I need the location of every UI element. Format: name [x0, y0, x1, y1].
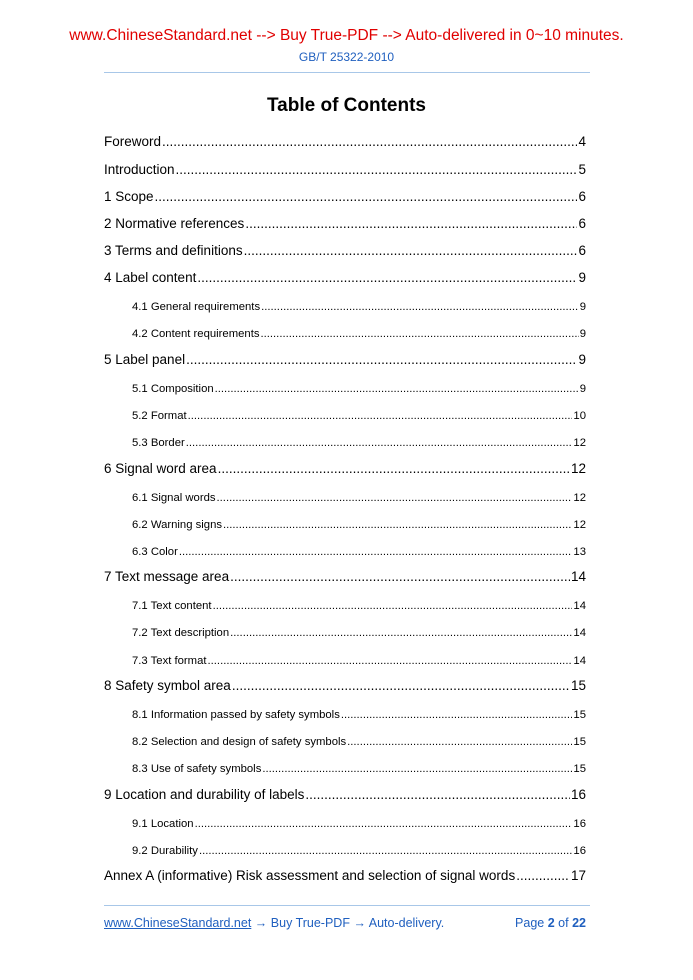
toc-entry-label: 5.2 Format: [132, 409, 187, 422]
page-title: Table of Contents: [266, 95, 427, 116]
toc-leader-dots: [244, 243, 578, 260]
toc-leader-dots: [230, 626, 572, 640]
toc-entry-label: 7.3 Text format: [132, 654, 207, 667]
toc-entry-label: 5 Label panel: [104, 351, 186, 367]
toc-entry-page: 6: [578, 215, 586, 231]
toc-entry-label: 7.2 Text description: [132, 627, 230, 640]
table-of-contents: [104, 124, 586, 885]
toc-leader-dots: [341, 708, 573, 722]
toc-entry-label: 3 Terms and definitions: [104, 243, 243, 259]
toc-leader-dots: [218, 461, 570, 478]
toc-leader-dots: [208, 654, 573, 668]
toc-entry-page: 12: [570, 460, 586, 476]
header-divider: [104, 72, 590, 73]
toc-entry-page: 10: [573, 409, 586, 422]
toc-entry-page: 14: [573, 627, 586, 640]
toc-entry-label: 8.3 Use of safety symbols: [132, 763, 262, 776]
page-total: 22: [572, 916, 586, 930]
toc-entry-label: 2 Normative references: [104, 215, 245, 231]
toc-entry-page: 12: [573, 491, 586, 504]
toc-entry-label: 9 Location and durability of labels: [104, 786, 305, 802]
toc-entry-label: 4 Label content: [104, 270, 197, 286]
toc-leader-dots: [155, 189, 578, 206]
toc-entry-page: 9: [578, 270, 586, 286]
toc-entry-page: 15: [573, 709, 586, 722]
toc-leader-dots: [179, 545, 573, 559]
toc-entry-page: 15: [573, 763, 586, 776]
toc-entry-page: 16: [573, 817, 586, 830]
toc-entry-page: 14: [573, 600, 586, 613]
toc-entry[interactable]: [104, 831, 586, 858]
toc-entry[interactable]: [104, 260, 586, 287]
toc-entry-label: 6.1 Signal words: [132, 491, 216, 504]
toc-leader-dots: [213, 599, 573, 613]
footer-buy-text: Buy True-PDF: [270, 916, 350, 930]
arrow-right-icon: →: [353, 916, 366, 930]
footer-links: [104, 916, 444, 930]
toc-entry[interactable]: [104, 641, 586, 668]
toc-entry-page: 12: [573, 437, 586, 450]
toc-entry-page: 6: [578, 188, 586, 204]
toc-entry-page: 9: [579, 328, 586, 341]
toc-entry[interactable]: [104, 477, 586, 504]
toc-leader-dots: [261, 300, 579, 314]
footer-divider: [104, 905, 590, 906]
toc-entry-page: 17: [570, 868, 586, 884]
toc-entry[interactable]: [104, 151, 586, 178]
toc-leader-dots: [347, 735, 572, 749]
page-footer: [104, 916, 586, 930]
toc-entry[interactable]: [104, 178, 586, 205]
toc-leader-dots: [262, 762, 572, 776]
toc-entry-label: 8.2 Selection and design of safety symbols: [132, 736, 347, 749]
toc-entry-page: 16: [573, 844, 586, 857]
toc-entry[interactable]: [104, 804, 586, 831]
toc-entry[interactable]: [104, 722, 586, 749]
toc-entry[interactable]: [104, 206, 586, 233]
toc-entry[interactable]: [104, 586, 586, 613]
toc-entry-label: 7.1 Text content: [132, 600, 212, 613]
toc-entry[interactable]: [104, 287, 586, 314]
toc-entry[interactable]: [104, 777, 586, 804]
toc-leader-dots: [516, 868, 570, 885]
toc-entry[interactable]: [104, 858, 586, 885]
toc-entry-label: 1 Scope: [104, 188, 154, 204]
toc-leader-dots: [176, 162, 578, 179]
toc-entry[interactable]: [104, 342, 586, 369]
arrow-right-icon: →: [254, 916, 268, 930]
toc-leader-dots: [260, 327, 578, 341]
toc-entry[interactable]: [104, 532, 586, 559]
toc-leader-dots: [186, 352, 577, 369]
toc-leader-dots: [199, 844, 572, 858]
toc-leader-dots: [197, 270, 577, 287]
toc-entry-page: 14: [570, 569, 586, 585]
toc-entry-label: 7 Text message area: [104, 569, 230, 585]
toc-entry[interactable]: [104, 369, 586, 396]
toc-entry-label: 8 Safety symbol area: [104, 678, 231, 694]
toc-entry[interactable]: [104, 396, 586, 423]
toc-leader-dots: [215, 382, 579, 396]
footer-delivery-text: Auto-delivery.: [368, 916, 445, 930]
toc-leader-dots: [305, 787, 570, 804]
toc-entry-label: 8.1 Information passed by safety symbols: [132, 709, 340, 722]
toc-entry-page: 15: [570, 678, 586, 694]
toc-entry-page: 15: [573, 736, 586, 749]
toc-entry-page: 16: [570, 786, 586, 802]
page-current: 2: [547, 916, 555, 930]
footer-site-link[interactable]: www.ChineseStandard.net: [104, 916, 252, 930]
toc-entry-label: Foreword: [104, 134, 162, 150]
toc-entry[interactable]: [104, 695, 586, 722]
toc-leader-dots: [195, 817, 573, 831]
toc-entry[interactable]: [104, 233, 586, 260]
toc-entry[interactable]: [104, 505, 586, 532]
toc-entry-page: 14: [573, 654, 586, 667]
toc-leader-dots: [162, 134, 577, 151]
toc-entry-page: 13: [573, 545, 586, 558]
top-banner-link[interactable]: www.ChineseStandard.net --> Buy True-PDF --> Auto-delivered in 0~10 minutes.: [69, 27, 624, 44]
page-word: Page: [515, 916, 545, 930]
toc-leader-dots: [245, 216, 577, 233]
toc-entry[interactable]: [104, 314, 586, 341]
toc-leader-dots: [230, 569, 570, 586]
toc-entry-label: 6.3 Color: [132, 545, 178, 558]
toc-entry-label: 6.2 Warning signs: [132, 518, 222, 531]
toc-entry-label: Annex A (informative) Risk assessment and selection of signal words: [104, 868, 516, 884]
toc-leader-dots: [232, 678, 570, 695]
toc-entry-page: 9: [579, 382, 586, 395]
toc-entry[interactable]: [104, 749, 586, 776]
toc-entry-page: 9: [578, 351, 586, 367]
toc-entry-label: 5.3 Border: [132, 437, 185, 450]
toc-entry-label: 4.1 General requirements: [132, 301, 261, 314]
toc-entry[interactable]: [104, 668, 586, 695]
toc-entry[interactable]: [104, 124, 586, 151]
toc-entry-label: 9.2 Durability: [132, 844, 198, 857]
toc-entry[interactable]: [104, 613, 586, 640]
toc-entry-label: 5.1 Composition: [132, 382, 214, 395]
toc-leader-dots: [217, 491, 573, 505]
toc-entry-label: 4.2 Content requirements: [132, 328, 260, 341]
toc-leader-dots: [186, 436, 573, 450]
of-word: of: [558, 916, 569, 930]
toc-leader-dots: [188, 409, 573, 423]
toc-entry-page: 4: [578, 134, 586, 150]
toc-leader-dots: [223, 518, 572, 532]
toc-entry[interactable]: [104, 450, 586, 477]
toc-entry-page: 5: [578, 161, 586, 177]
page-indicator: [515, 916, 586, 930]
toc-entry-page: 6: [578, 243, 586, 259]
toc-entry-page: 12: [573, 518, 586, 531]
toc-entry-label: 6 Signal word area: [104, 460, 217, 476]
standard-code: GB/T 25322-2010: [298, 50, 395, 64]
toc-entry[interactable]: [104, 423, 586, 450]
toc-entry-label: 9.1 Location: [132, 817, 194, 830]
toc-entry-page: 9: [579, 301, 586, 314]
toc-entry[interactable]: [104, 559, 586, 586]
toc-entry-label: Introduction: [104, 161, 175, 177]
